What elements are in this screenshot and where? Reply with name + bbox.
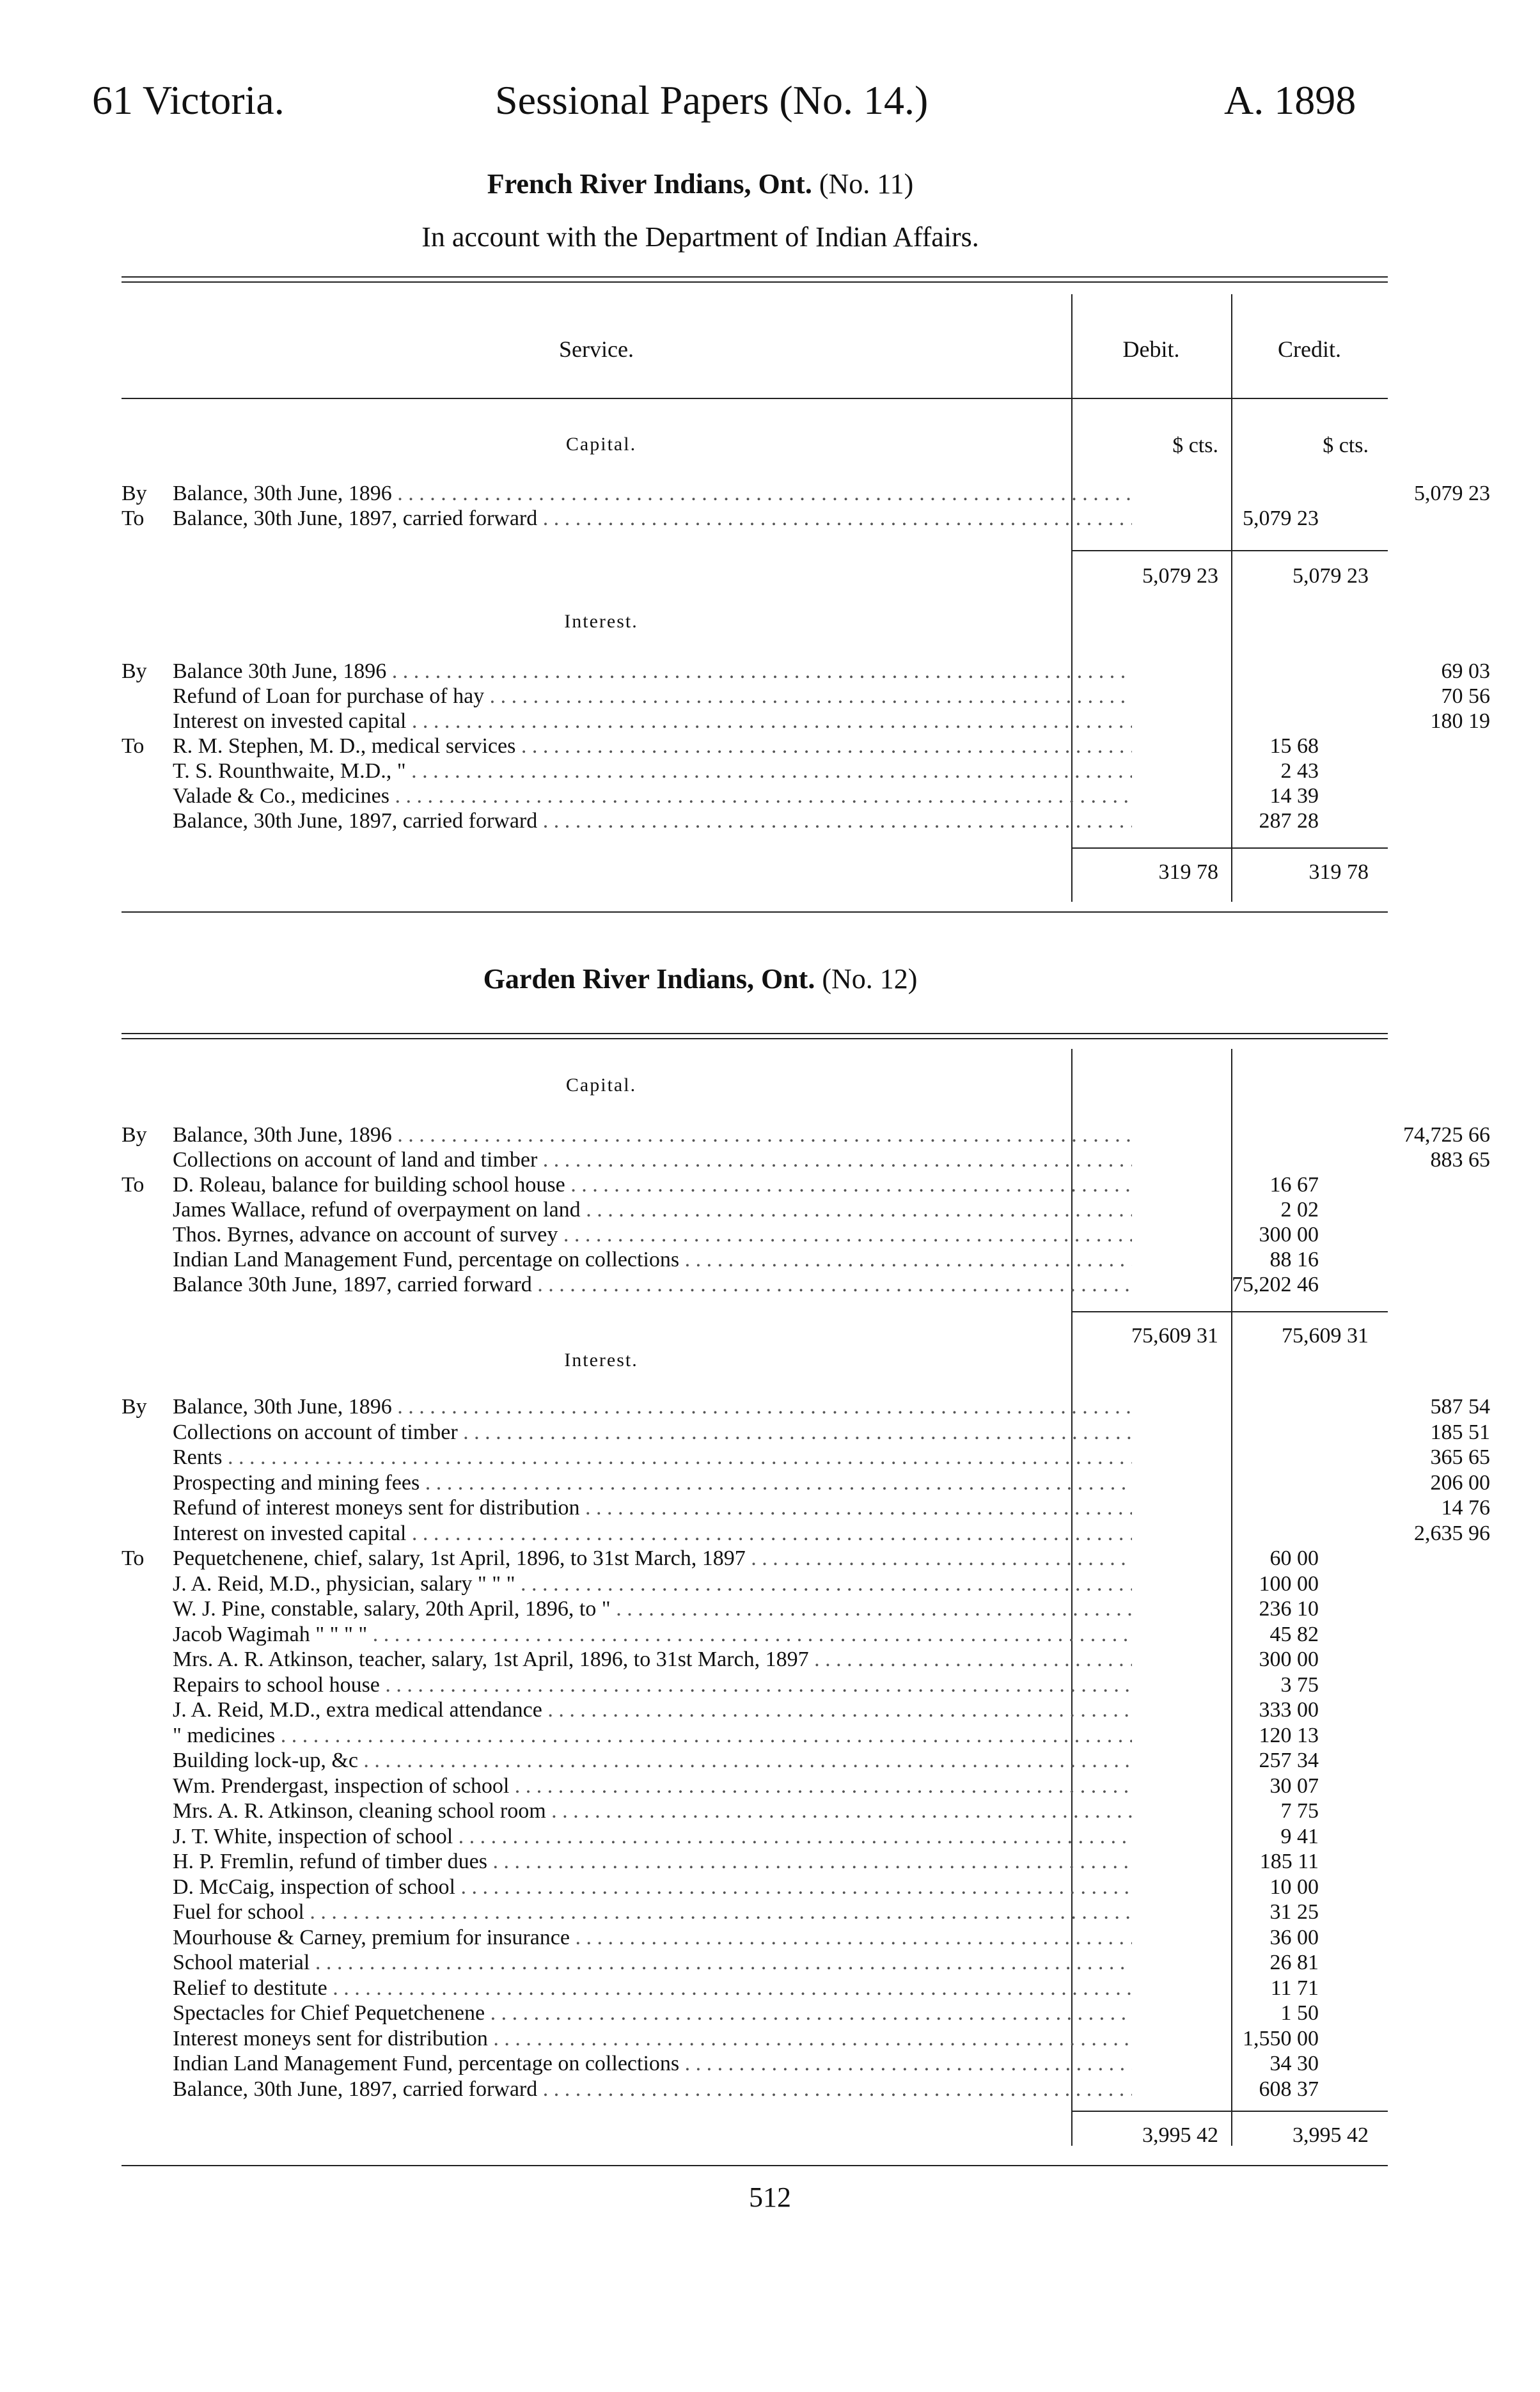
col-debit-header: Debit.: [1122, 336, 1180, 362]
ledger-row: [122, 1172, 1388, 1197]
ledger-row: [122, 783, 1388, 808]
row-description: Repairs to school house . . .: [173, 1672, 1132, 1697]
row-credit: 14 76: [1441, 1496, 1490, 1520]
section1-header-rule: [122, 398, 1388, 399]
row-debit: 185 11: [1259, 1850, 1319, 1873]
section1-interest-total-debit: 319 78: [1158, 860, 1218, 884]
ledger-row: [122, 1875, 1388, 1900]
section2-capital-total-rule: [1071, 1311, 1388, 1312]
row-debit: 34 30: [1269, 2052, 1319, 2075]
running-head-right: A. 1898: [1224, 77, 1356, 123]
section1-interest-total-rule: [1071, 847, 1388, 849]
row-prefix: To: [122, 507, 145, 530]
row-credit: 180 19: [1430, 709, 1490, 733]
row-description: Balance, 30th June, 1897, carried forward . . .: [173, 2077, 1132, 2102]
page-number: 512: [749, 2182, 791, 2213]
row-debit: 60 00: [1269, 1546, 1319, 1570]
ledger-row: [122, 1900, 1388, 1925]
ledger-row: [122, 2001, 1388, 2026]
row-prefix: By: [122, 659, 147, 683]
row-description: Refund of interest moneys sent for distribution . . .: [173, 1495, 1132, 1520]
row-description: T. S. Rounthwaite, M.D., " . . .: [173, 759, 1132, 783]
section1-currency-debit: $ cts.: [1172, 434, 1218, 457]
row-description: Building lock-up, &c . . .: [173, 1748, 1132, 1773]
row-debit: 7 75: [1280, 1799, 1319, 1823]
ledger-row: [122, 1647, 1388, 1672]
section1-capital-rows: [122, 481, 1490, 531]
running-head: [84, 77, 1380, 128]
row-description: W. J. Pine, constable, salary, 20th April, 1896, to " . . .: [173, 1596, 1132, 1621]
section1-interest-heading: Interest.: [564, 611, 638, 632]
row-debit: 608 37: [1259, 2077, 1319, 2101]
row-credit: 883 65: [1430, 1148, 1490, 1172]
row-debit: 2 02: [1280, 1198, 1319, 1222]
running-head-middle: Sessional Papers (No. 14.): [495, 77, 929, 123]
row-credit: 206 00: [1430, 1470, 1490, 1495]
row-description: Collections on account of timber . . .: [173, 1420, 1132, 1445]
row-description: Valade & Co., medicines . . .: [173, 783, 1132, 808]
ledger-row: [122, 1798, 1388, 1824]
ledger-row: [122, 1420, 1490, 1445]
ledger-row: [122, 1774, 1388, 1799]
row-debit: 1 50: [1280, 2001, 1319, 2025]
ledger-row: [122, 1521, 1490, 1546]
ledger-row: [122, 1122, 1490, 1147]
ledger-row: [122, 1976, 1388, 2001]
section2-interest-total-credit: 3,995 42: [1292, 2123, 1369, 2147]
row-description: Prospecting and mining fees . . .: [173, 1470, 1132, 1495]
row-credit: 185 51: [1430, 1420, 1490, 1444]
section1-currency-credit: $ cts.: [1323, 434, 1369, 457]
row-debit: 257 34: [1259, 1749, 1319, 1772]
ledger-row: [122, 2026, 1388, 2052]
row-description: Mrs. A. R. Atkinson, cleaning school room . . .: [173, 1798, 1132, 1823]
row-debit: 36 00: [1269, 1925, 1319, 1949]
ledger-row: [122, 1849, 1388, 1875]
row-description: Thos. Byrnes, advance on account of survey . . .: [173, 1222, 1132, 1247]
section2-capital-total-debit: 75,609 31: [1131, 1324, 1218, 1348]
row-description: Indian Land Management Fund, percentage on collections . . .: [173, 1247, 1132, 1272]
row-debit: 3 75: [1280, 1672, 1319, 1697]
row-debit: 300 00: [1259, 1648, 1319, 1671]
row-prefix: By: [122, 482, 147, 505]
row-credit: 587 54: [1430, 1395, 1490, 1419]
section1-title-text: French River Indians, Ont.: [487, 168, 812, 200]
ledger-row: [122, 759, 1388, 783]
section1-interest-rows: [122, 659, 1490, 833]
row-credit: 74,725 66: [1403, 1123, 1490, 1147]
section2-number: (No. 12): [822, 963, 918, 995]
ledger-row: [122, 1950, 1388, 1976]
row-description: Interest moneys sent for distribution . . .: [173, 2026, 1132, 2051]
row-debit: 26 81: [1269, 1951, 1319, 1974]
row-description: Rents . . .: [173, 1445, 1132, 1470]
row-description: James Wallace, refund of overpayment on land . . .: [173, 1197, 1132, 1222]
row-description: Pequetchenene, chief, salary, 1st April, 1896, to 31st March, 1897 . . .: [173, 1546, 1132, 1571]
ledger-row: [122, 2051, 1388, 2077]
row-description: D. McCaig, inspection of school . . .: [173, 1875, 1132, 1900]
row-credit: 69 03: [1441, 659, 1490, 683]
ledger-row: [122, 1596, 1388, 1622]
row-description: Collections on account of land and timber . . .: [173, 1147, 1132, 1172]
ledger-row: [122, 481, 1490, 506]
col-credit-header: Credit.: [1278, 336, 1341, 362]
row-debit: 11 71: [1270, 1976, 1319, 2000]
section2-capital-rows: [122, 1122, 1490, 1297]
ledger-row: [122, 1723, 1388, 1749]
row-debit: 31 25: [1269, 1900, 1319, 1924]
ledger-row: [122, 1824, 1388, 1850]
ledger-row: [122, 1147, 1490, 1172]
ledger-row: [122, 1272, 1388, 1297]
ledger-row: [122, 1197, 1388, 1222]
row-debit: 5,079 23: [1243, 507, 1319, 530]
row-debit: 75,202 46: [1232, 1273, 1319, 1296]
row-description: Balance, 30th June, 1897, carried forward . . .: [173, 808, 1132, 833]
row-description: Balance 30th June, 1897, carried forward . . .: [173, 1272, 1132, 1297]
row-description: D. Roleau, balance for building school house . . .: [173, 1172, 1132, 1197]
row-prefix: To: [122, 734, 145, 758]
row-credit: 365 65: [1430, 1445, 1490, 1469]
ledger-row: [122, 1697, 1388, 1723]
row-debit: 300 00: [1259, 1223, 1319, 1247]
row-description: J. A. Reid, M.D., extra medical attendance . . .: [173, 1697, 1132, 1722]
section2-interest-rows: [122, 1394, 1490, 2102]
ledger-row: [122, 1748, 1388, 1774]
section2-capital-heading: Capital.: [565, 1074, 637, 1096]
ledger-row: [122, 659, 1490, 684]
section1-capital-total-rule: [1071, 550, 1388, 551]
row-description: Balance, 30th June, 1896 . . .: [173, 481, 1132, 506]
row-description: " medicines . . .: [173, 1723, 1132, 1748]
row-debit: 333 00: [1259, 1698, 1319, 1722]
row-description: Jacob Wagimah " " " " . . .: [173, 1622, 1132, 1647]
ledger-row: [122, 808, 1388, 833]
ledger-row: [122, 1445, 1490, 1470]
row-description: H. P. Fremlin, refund of timber dues . . .: [173, 1849, 1132, 1874]
ledger-row: [122, 1546, 1388, 1571]
row-description: Interest on invested capital . . .: [173, 709, 1132, 734]
row-description: Fuel for school . . .: [173, 1900, 1132, 1924]
ledger-row: [122, 684, 1490, 709]
section2-interest-heading: Interest.: [564, 1349, 638, 1371]
row-description: Balance, 30th June, 1897, carried forward . . .: [173, 506, 1132, 531]
row-debit: 1,550 00: [1243, 2026, 1319, 2050]
row-description: Relief to destitute . . .: [173, 1976, 1132, 2001]
ledger-row: [122, 734, 1388, 759]
row-debit: 45 82: [1269, 1622, 1319, 1646]
ledger-row: [122, 1622, 1388, 1648]
row-debit: 236 10: [1259, 1597, 1319, 1621]
ledger-row: [122, 1222, 1388, 1247]
ledger-row: [122, 1247, 1388, 1272]
ledger-row: [122, 709, 1490, 734]
ledger-row: [122, 1571, 1388, 1597]
row-debit: 30 07: [1269, 1774, 1319, 1798]
ledger-row: [122, 2077, 1388, 2102]
row-description: Wm. Prendergast, inspection of school . . .: [173, 1774, 1132, 1798]
ledger-row: [122, 1470, 1490, 1496]
section2-bottom-rule: [122, 2165, 1388, 2166]
section2-title: [0, 963, 1401, 995]
row-description: J. A. Reid, M.D., physician, salary " " " . . .: [173, 1571, 1132, 1596]
section1-capital-heading: Capital.: [565, 434, 637, 455]
section1-bottom-rule: [122, 911, 1388, 913]
row-debit: 14 39: [1269, 784, 1319, 808]
running-head-left: 61 Victoria.: [92, 77, 285, 123]
row-description: Interest on invested capital . . .: [173, 1521, 1132, 1546]
row-debit: 2 43: [1280, 759, 1319, 783]
row-debit: 10 00: [1269, 1875, 1319, 1899]
row-description: Mrs. A. R. Atkinson, teacher, salary, 1st April, 1896, to 31st March, 1897 . . .: [173, 1647, 1132, 1672]
row-description: School material . . .: [173, 1950, 1132, 1975]
section2-interest-total-debit: 3,995 42: [1142, 2123, 1218, 2147]
section1-title: [0, 168, 1401, 200]
row-credit: 70 56: [1441, 684, 1490, 708]
section2-title-text: Garden River Indians, Ont.: [483, 963, 815, 995]
ledger-row: [122, 506, 1388, 531]
section1-capital-total-debit: 5,079 23: [1142, 564, 1218, 588]
row-description: Refund of Loan for purchase of hay . . .: [173, 684, 1132, 709]
ledger-row: [122, 1925, 1388, 1951]
col-service-header: Service.: [559, 336, 634, 362]
row-prefix: To: [122, 1546, 145, 1570]
row-prefix: By: [122, 1123, 147, 1147]
row-debit: 16 67: [1269, 1173, 1319, 1197]
row-prefix: By: [122, 1395, 147, 1419]
row-description: R. M. Stephen, M. D., medical services . . .: [173, 734, 1132, 759]
section2-top-rule: [122, 1033, 1388, 1039]
section1-interest-total-credit: 319 78: [1308, 860, 1369, 884]
row-debit: 100 00: [1259, 1571, 1319, 1596]
row-debit: 15 68: [1269, 734, 1319, 758]
row-description: Balance, 30th June, 1896 . . .: [173, 1394, 1132, 1419]
row-description: Spectacles for Chief Pequetchenene . . .: [173, 2001, 1132, 2026]
ledger-row: [122, 1394, 1490, 1420]
row-debit: 120 13: [1259, 1723, 1319, 1747]
section1-capital-total-credit: 5,079 23: [1292, 564, 1369, 588]
row-debit: 9 41: [1280, 1824, 1319, 1848]
ledger-row: [122, 1495, 1490, 1521]
row-description: Balance, 30th June, 1896 . . .: [173, 1122, 1132, 1147]
section1-subtitle: In account with the Department of Indian Affairs.: [421, 221, 979, 253]
row-description: J. T. White, inspection of school . . .: [173, 1824, 1132, 1849]
section2-interest-total-rule: [1071, 2111, 1388, 2112]
row-credit: 5,079 23: [1414, 482, 1490, 505]
row-credit: 2,635 96: [1414, 1521, 1490, 1545]
row-description: Indian Land Management Fund, percentage on collections . . .: [173, 2051, 1132, 2076]
row-description: Mourhouse & Carney, premium for insurance . . .: [173, 1925, 1132, 1950]
row-description: Balance 30th June, 1896 . . .: [173, 659, 1132, 684]
section2-capital-total-credit: 75,609 31: [1282, 1324, 1369, 1348]
ledger-row: [122, 1672, 1388, 1698]
section1-number: (No. 11): [819, 168, 914, 200]
section1-top-rule: [122, 276, 1388, 283]
row-debit: 287 28: [1259, 809, 1319, 833]
row-prefix: To: [122, 1173, 145, 1197]
row-debit: 88 16: [1269, 1248, 1319, 1271]
